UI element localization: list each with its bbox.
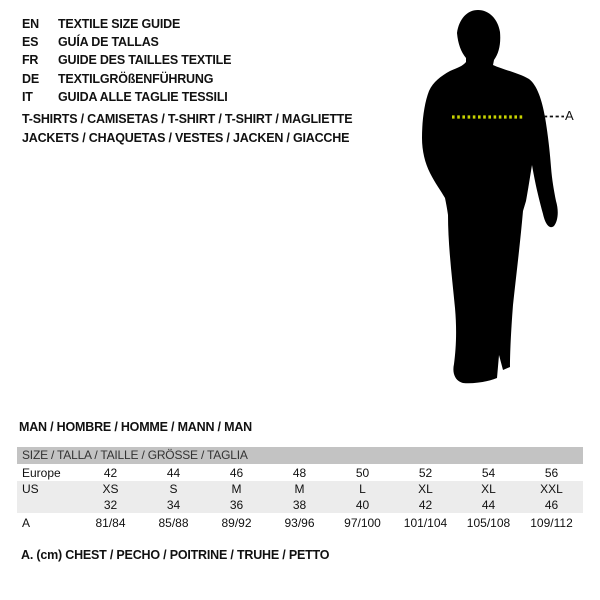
section-title-man: MAN / HOMBRE / HOMME / MANN / MAN bbox=[19, 420, 252, 434]
table-row-chest-a bbox=[17, 513, 583, 533]
table-cell: 93/96 bbox=[284, 516, 315, 530]
table-cell: 50 bbox=[355, 465, 370, 480]
table-cell: 42 bbox=[103, 465, 118, 480]
table-cell: 109/112 bbox=[530, 516, 573, 530]
size-table-header: SIZE / TALLA / TAILLE / GRÖSSE / TAGLIA bbox=[17, 447, 583, 464]
table-cell: 46 bbox=[544, 498, 559, 512]
table-cell: S bbox=[169, 482, 178, 496]
table-cell: XL bbox=[418, 482, 433, 496]
language-row bbox=[22, 51, 231, 69]
table-cell: 52 bbox=[418, 465, 433, 480]
language-label: GUIDA ALLE TAGLIE TESSILI bbox=[58, 89, 228, 104]
table-cell: XS bbox=[102, 482, 119, 496]
language-label: GUIDE DES TAILLES TEXTILE bbox=[58, 53, 232, 68]
table-cell: M bbox=[231, 482, 242, 496]
language-row bbox=[22, 88, 231, 106]
table-row-us-letter bbox=[17, 481, 583, 497]
category-line-tshirts: T-SHIRTS / CAMISETAS / T-SHIRT / T-SHIRT / MAGLIETTE bbox=[22, 112, 353, 126]
table-cell: 36 bbox=[229, 498, 244, 512]
table-cell: 44 bbox=[481, 498, 496, 512]
table-cell: 46 bbox=[229, 465, 244, 480]
language-code: DE bbox=[22, 71, 39, 86]
table-cell: 97/100 bbox=[344, 516, 381, 530]
language-row bbox=[22, 33, 231, 51]
table-cell: 56 bbox=[544, 465, 559, 480]
language-label: GUÍA DE TALLAS bbox=[58, 35, 159, 50]
man-silhouette-figure bbox=[405, 5, 565, 390]
language-code: FR bbox=[22, 53, 39, 68]
table-cell: XXL bbox=[540, 482, 563, 496]
row-label: A bbox=[22, 516, 31, 530]
table-cell: 54 bbox=[481, 465, 496, 480]
language-list bbox=[22, 15, 231, 106]
language-code: ES bbox=[22, 35, 39, 50]
table-cell: 32 bbox=[103, 498, 118, 512]
size-table bbox=[17, 447, 583, 533]
table-row-europe bbox=[17, 464, 583, 481]
row-label: US bbox=[22, 482, 39, 496]
table-cell: 105/108 bbox=[466, 516, 511, 530]
table-cell: 40 bbox=[355, 498, 370, 512]
table-cell: XL bbox=[481, 482, 496, 496]
table-cell: 38 bbox=[292, 498, 307, 512]
language-code: IT bbox=[22, 89, 33, 104]
table-row-us-numeric bbox=[17, 497, 583, 513]
language-code: EN bbox=[22, 17, 39, 31]
table-cell: 48 bbox=[292, 465, 307, 480]
table-cell: 89/92 bbox=[221, 516, 252, 530]
category-line-jackets: JACKETS / CHAQUETAS / VESTES / JACKEN / GIACCHE bbox=[22, 131, 350, 145]
measure-label: A bbox=[565, 108, 574, 123]
table-cell: 85/88 bbox=[158, 516, 189, 530]
table-cell: 44 bbox=[166, 465, 181, 480]
language-row bbox=[22, 15, 231, 33]
language-row bbox=[22, 70, 231, 88]
category-titles bbox=[22, 110, 352, 148]
table-cell: 101/104 bbox=[403, 516, 448, 530]
row-label: Europe bbox=[22, 465, 61, 480]
language-label: TEXTILE SIZE GUIDE bbox=[58, 17, 181, 31]
table-cell: 81/84 bbox=[95, 516, 126, 530]
language-label: TEXTILGRÖßENFÜHRUNG bbox=[58, 71, 214, 86]
table-cell: 42 bbox=[418, 498, 433, 512]
table-cell: L bbox=[359, 482, 366, 496]
man-silhouette-icon bbox=[422, 10, 558, 383]
measurement-footnote: A. (cm) CHEST / PECHO / POITRINE / TRUHE / PETTO bbox=[21, 548, 330, 562]
table-cell: 34 bbox=[166, 498, 181, 512]
measure-leader-line bbox=[543, 112, 565, 121]
table-cell: M bbox=[294, 482, 305, 496]
